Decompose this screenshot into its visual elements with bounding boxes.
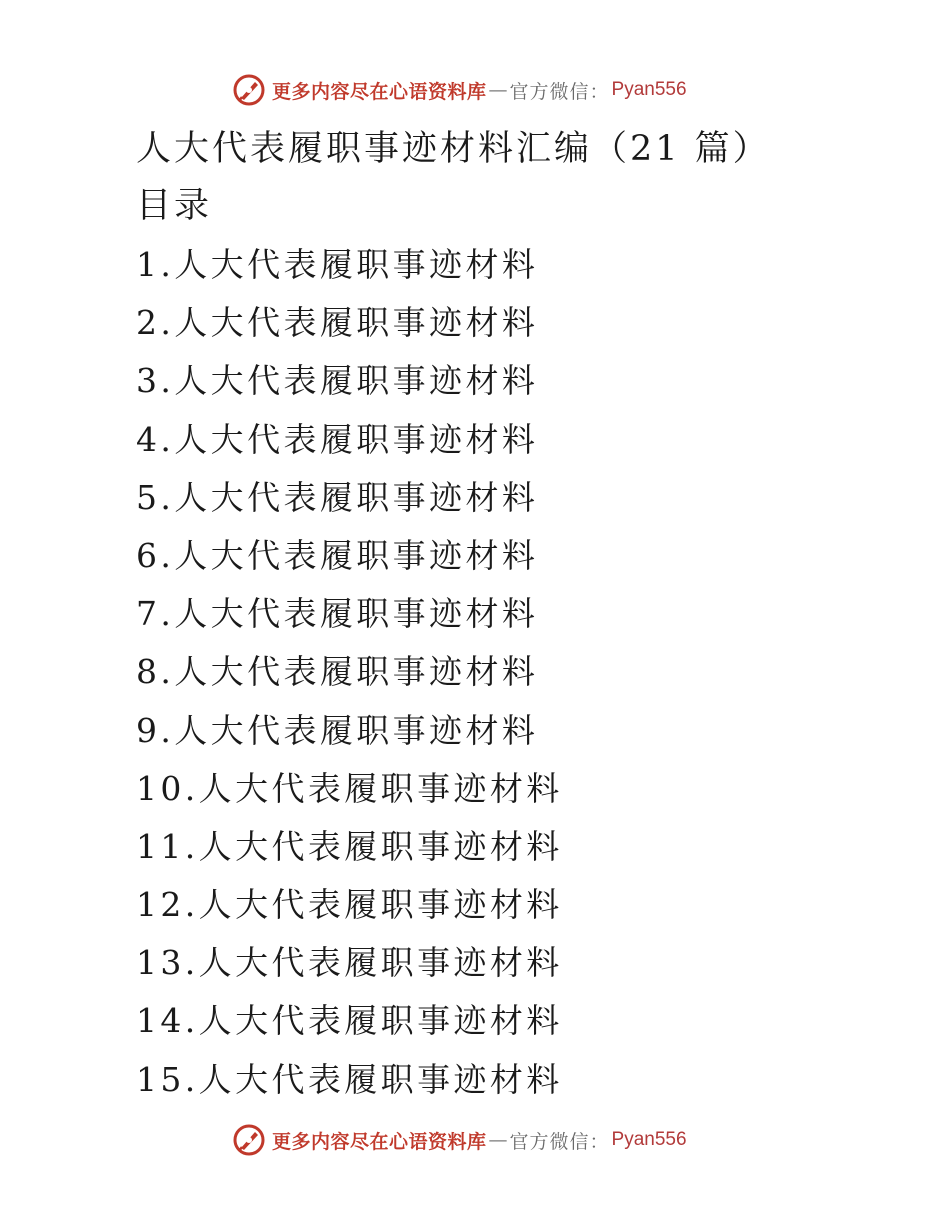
- toc-item: 5.人大代表履职事迹材料: [136, 477, 539, 517]
- toc-item: 2.人大代表履职事迹材料: [136, 303, 539, 343]
- toc-list: [136, 236, 563, 1109]
- footer-banner: [232, 1122, 687, 1158]
- toc-item: 4.人大代表履职事迹材料: [136, 419, 539, 459]
- banner-wechat-id: Pyan556: [611, 1129, 687, 1150]
- toc-item: 15.人大代表履职事迹材料: [136, 1059, 563, 1099]
- banner-wechat-label: 官方微信：: [509, 1130, 610, 1153]
- header-banner: [232, 72, 687, 108]
- quill-pen-logo-icon: [232, 1123, 266, 1157]
- toc-item: 7.人大代表履职事迹材料: [136, 594, 539, 634]
- toc-item: 3.人大代表履职事迹材料: [136, 361, 539, 401]
- toc-item: 12.人大代表履职事迹材料: [136, 885, 563, 925]
- toc-item: 11.人大代表履职事迹材料: [136, 826, 563, 866]
- banner-wechat-id: Pyan556: [611, 79, 687, 100]
- toc-item: 13.人大代表履职事迹材料: [136, 943, 563, 983]
- banner-promo-text: 更多内容尽在心语资料库: [272, 80, 487, 103]
- banner-dash: —: [488, 79, 508, 101]
- toc-heading: 目录: [136, 186, 213, 226]
- toc-item: 8.人大代表履职事迹材料: [136, 652, 539, 692]
- quill-pen-logo-icon: [232, 73, 266, 107]
- toc-item: 9.人大代表履职事迹材料: [136, 710, 539, 750]
- banner-promo-text: 更多内容尽在心语资料库: [272, 1130, 487, 1153]
- toc-item: 14.人大代表履职事迹材料: [136, 1001, 563, 1041]
- toc-item: 6.人大代表履职事迹材料: [136, 535, 539, 575]
- toc-item: 1.人大代表履职事迹材料: [136, 245, 539, 284]
- banner-wechat-label: 官方微信：: [509, 80, 610, 103]
- document-title: 人大代表履职事迹材料汇编（21 篇）: [136, 129, 771, 169]
- banner-dash: —: [488, 1129, 508, 1151]
- toc-item: 10.人大代表履职事迹材料: [136, 768, 563, 808]
